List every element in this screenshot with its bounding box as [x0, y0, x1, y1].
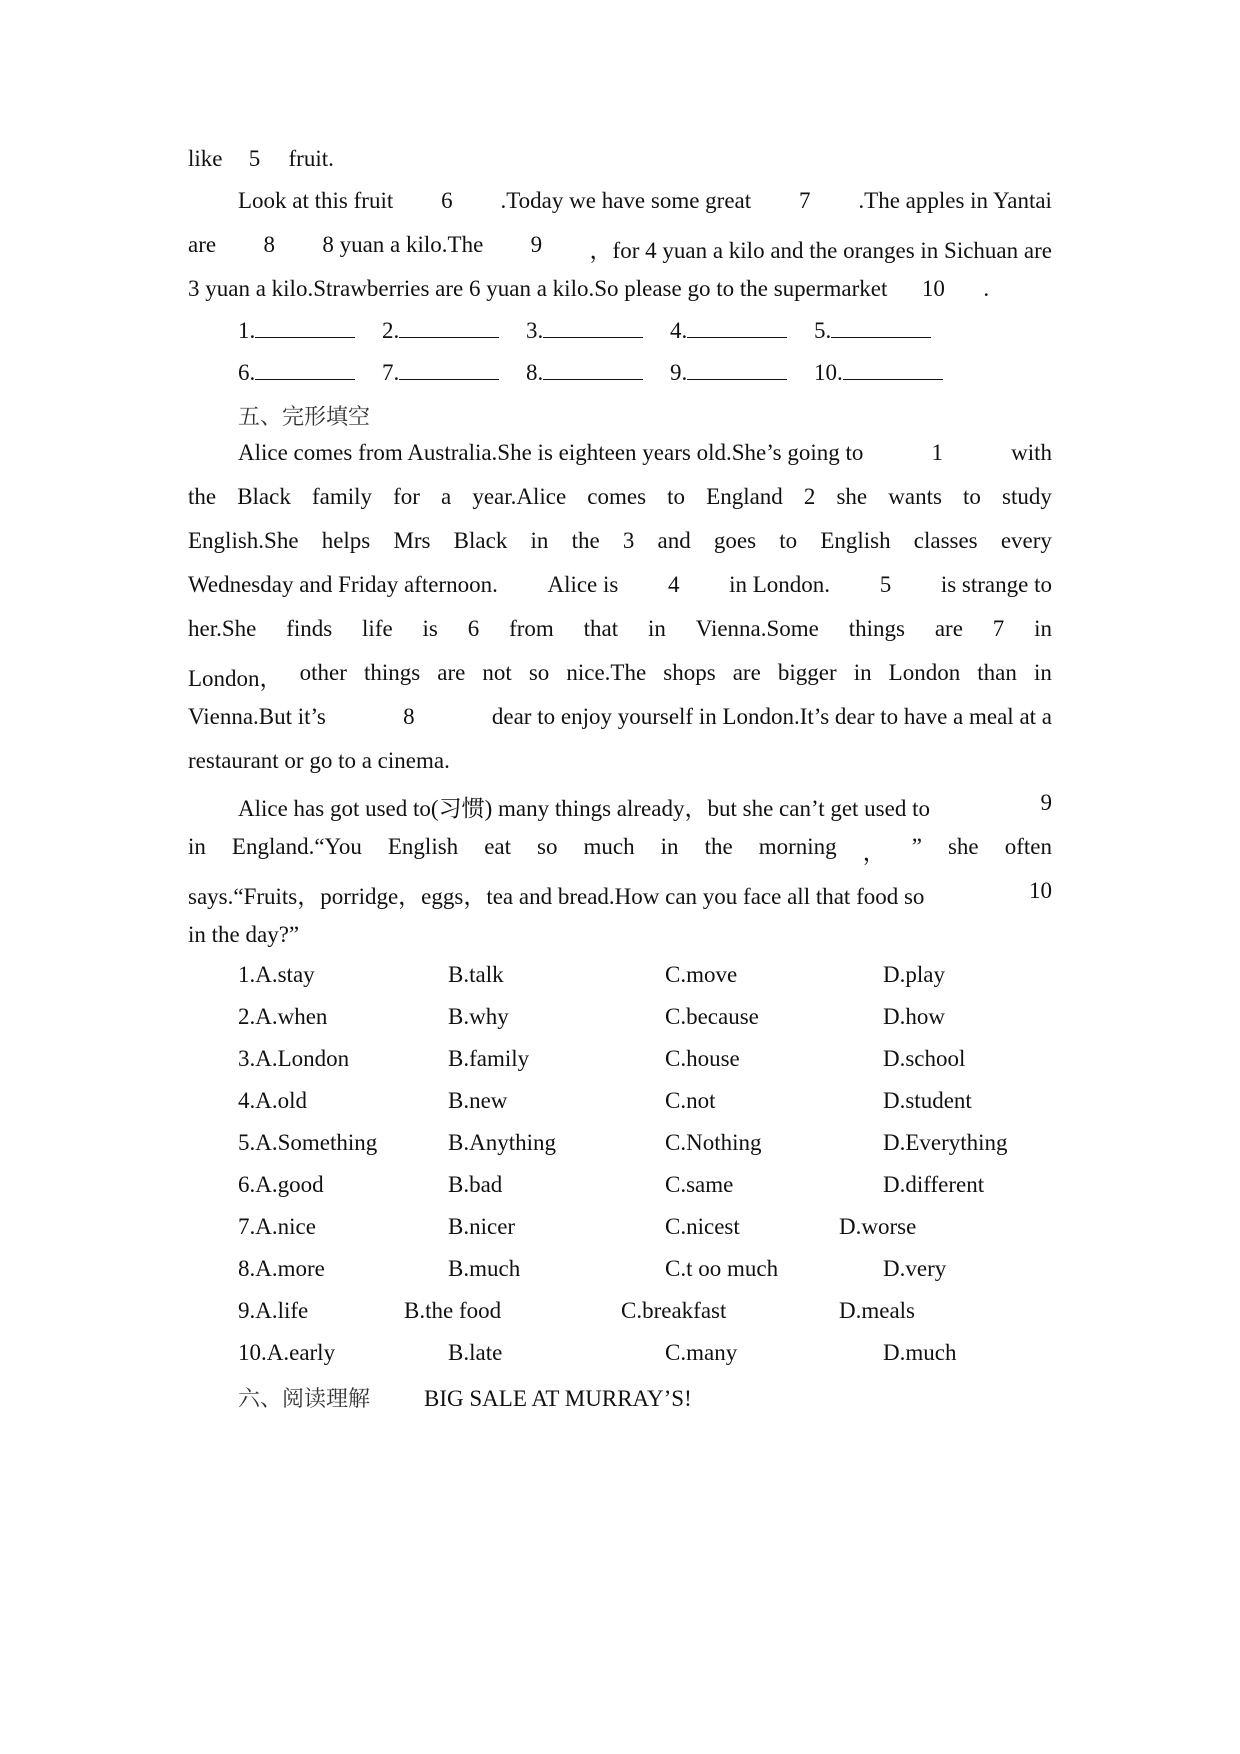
option-b[interactable]: B.much [448, 1256, 521, 1281]
option-d[interactable]: D.how [883, 1004, 945, 1029]
answer-blank[interactable] [543, 319, 643, 338]
option-d[interactable]: D.worse [839, 1214, 917, 1239]
option-d[interactable]: D.play [883, 962, 945, 987]
option-b[interactable]: B.new [448, 1088, 508, 1113]
section-title: 五、完形填空 [238, 405, 371, 430]
option-b[interactable]: B.nicer [448, 1214, 516, 1239]
option-c[interactable]: C.nicest [665, 1214, 740, 1239]
option-c[interactable]: C.move [665, 962, 738, 987]
passage-line: the Black family for a year.Alice comes to England 2 she wants to study [188, 484, 1052, 509]
option-a[interactable]: 8.A.more [238, 1256, 325, 1281]
passage-line: Alice has got used to(习惯) many things already，but she can’t get used to 9 [238, 790, 1052, 821]
passage-line: Vienna.But it’s 8 dear to enjoy yourself in London.It’s dear to have a meal at a [188, 704, 1052, 729]
option-c[interactable]: C.because [665, 1004, 759, 1029]
option-b[interactable]: B.late [448, 1340, 503, 1365]
option-d[interactable]: D.different [883, 1172, 985, 1197]
option-a[interactable]: 5.A.Something [238, 1130, 378, 1155]
option-a[interactable]: 10.A.early [238, 1340, 336, 1365]
answer-blank[interactable] [255, 319, 355, 338]
option-a[interactable]: 7.A.nice [238, 1214, 316, 1239]
option-b[interactable]: B.family [448, 1046, 530, 1071]
section-title: 六、阅读理解 [238, 1387, 371, 1412]
option-a[interactable]: 1.A.stay [238, 962, 315, 987]
text-line: like 5 fruit. [188, 146, 334, 171]
passage-line: restaurant or go to a cinema. [188, 748, 450, 773]
passage-line: Wednesday and Friday afternoon. Alice is 4 in London. 5 is strange to [188, 572, 1052, 597]
option-b[interactable]: B.the food [404, 1298, 502, 1323]
document-page: like 5 fruit. Look at this fruit 6 .Today we have some great 7 .The apples in Yantai are 8 8 yuan a kilo.The 9 ，for 4 yuan a kilo and the oranges in Sichuan are 3 yuan a kilo.Strawberries are 6 yuan a kilo.So please go to the supermarket 10 . 1. 2. 3. 4. 5. 6. 7. 8. 9. 10. 五、完形填空 Alice comes from Australia.She is eighteen years old.She’s going to 1 with the Black family for a year.Alice comes to England 2 she wants to study English.She helps Mrs Black in the 3 and goes to English classes every Wednesday and Friday afternoon. Alice is 4 in London. 5 is strange to her.She finds life is 6 from that in Vienna.Some things are 7 in London， other things are not so nice.The shops are bigger in London than in Vienna.But it’s 8 dear to enjoy yourself in London.It’s dear to have a meal at a restaurant or go to a cinema. Alice has got used to(习惯) many things already，but she can’t get used to 9 in England.“You English eat so much in the morning ， ” she often says.“Fruits，porridge，eggs，tea and bread.How can you face all that food so 10 in the day?” 1.A.stay B.talk C.move D.play 2.A.when B.why C.because D.how 3.A.London B.family C.house D.school 4.A.old B.new C.not D.student 5.A.Something B.Anything C.Nothing D.Everything 6.A.good B.bad C.same D.different 7.A.nice B.nicer C.nicest D.worse 8.A.more B.much C.t oo much D.very 9.A.life B.the food C.breakfast D.meals 10.A.early B.late C.many D.much 六、阅读理解 BIG SALE AT MURRAY’S! [188, 146, 1052, 1412]
passage-line: in England.“You English eat so much in the morning ， ” she often [188, 834, 1052, 865]
option-c[interactable]: C.same [665, 1172, 734, 1197]
text-line: 3 yuan a kilo.Strawberries are 6 yuan a kilo.So please go to the supermarket 10 . [188, 276, 990, 301]
passage-line: English.She helps Mrs Black in the 3 and goes to English classes every [188, 528, 1052, 553]
answer-blank[interactable] [255, 361, 355, 380]
passage-line: Alice comes from Australia.She is eighteen years old.She’s going to 1 with [238, 440, 1052, 465]
option-d[interactable]: D.Everything [883, 1130, 1008, 1155]
option-a[interactable]: 3.A.London [238, 1046, 350, 1071]
option-d[interactable]: D.student [883, 1088, 972, 1113]
answer-blank[interactable] [843, 361, 943, 380]
option-a[interactable]: 9.A.life [238, 1298, 309, 1323]
answer-blank[interactable] [543, 361, 643, 380]
section-6-line [238, 1382, 1052, 1413]
passage-line: her.She finds life is 6 from that in Vienna.Some things are 7 in [188, 616, 1052, 641]
option-a[interactable]: 4.A.old [238, 1088, 307, 1113]
option-c[interactable]: C.many [665, 1340, 738, 1365]
answer-blank[interactable] [687, 319, 787, 338]
option-d[interactable]: D.much [883, 1340, 957, 1365]
option-b[interactable]: B.talk [448, 962, 504, 987]
option-c[interactable]: C.not [665, 1088, 716, 1113]
answer-blank[interactable] [687, 361, 787, 380]
passage-line: in the day?” [188, 922, 300, 947]
option-d[interactable]: D.meals [839, 1298, 916, 1323]
option-b[interactable]: B.bad [448, 1172, 503, 1197]
option-d[interactable]: D.school [883, 1046, 966, 1071]
passage-line: says.“Fruits，porridge，eggs，tea and bread.How can you face all that food so 10 [188, 878, 1052, 909]
text-line: are 8 8 yuan a kilo.The 9 ，for 4 yuan a kilo and the oranges in Sichuan are [188, 232, 1052, 263]
passage-line: London， other things are not so nice.The shops are bigger in London than in [188, 660, 1052, 691]
option-c[interactable]: C.Nothing [665, 1130, 762, 1155]
answer-blank[interactable] [399, 361, 499, 380]
option-c[interactable]: C.breakfast [621, 1298, 727, 1323]
answer-blank[interactable] [399, 319, 499, 338]
option-a[interactable]: 6.A.good [238, 1172, 324, 1197]
option-a[interactable]: 2.A.when [238, 1004, 328, 1029]
option-c[interactable]: C.t oo much [665, 1256, 779, 1281]
text-line: Look at this fruit 6 .Today we have some great 7 .The apples in Yantai [238, 188, 1052, 213]
option-d[interactable]: D.very [883, 1256, 947, 1281]
option-b[interactable]: B.why [448, 1004, 509, 1029]
option-c[interactable]: C.house [665, 1046, 740, 1071]
reading-heading: BIG SALE AT MURRAY’S! [424, 1386, 692, 1411]
option-b[interactable]: B.Anything [448, 1130, 556, 1155]
answer-blank[interactable] [831, 319, 931, 338]
